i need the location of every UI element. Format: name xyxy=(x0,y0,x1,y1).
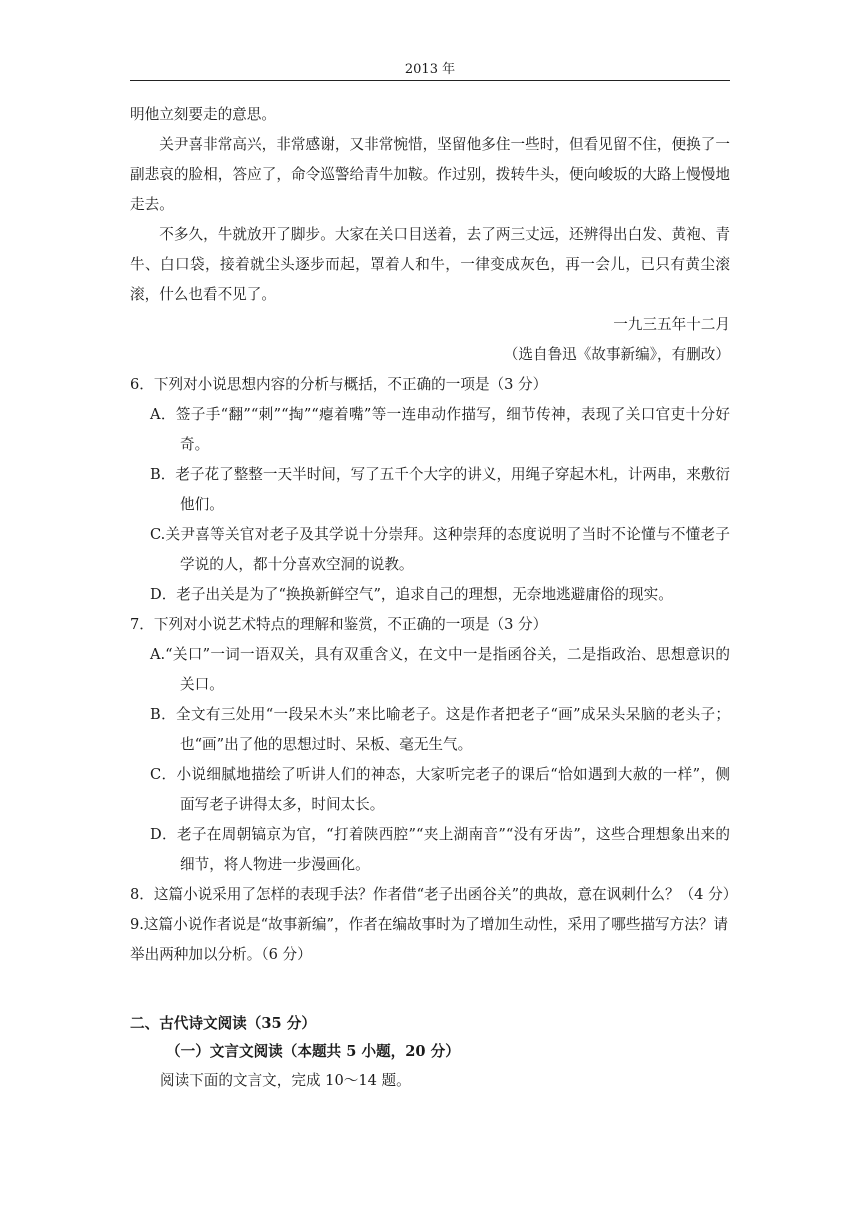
question-7-option-c: C．小说细腻地描绘了听讲人们的神态，大家听完老子的课后“恰如遇到大赦的一样”，侧面写老子讲得太多，时间太长。 xyxy=(150,766,730,813)
passage-paragraph: 明他立刻要走的意思。 xyxy=(130,106,276,123)
question-6-option-b: B．老子花了整整一天半时间，写了五千个大字的讲义，用绳子穿起木札，计两串，来敷衍他们。 xyxy=(150,466,730,513)
section-2-title: 二、古代诗文阅读（35 分） xyxy=(130,1015,316,1032)
header-rule xyxy=(130,80,730,81)
question-6-option-d: D．老子出关是为了“换换新鲜空气”，追求自己的理想，无奈地逃避庸俗的现实。 xyxy=(150,586,673,603)
section-gap xyxy=(130,970,730,1010)
question-6-option-a: A．签子手“翻”“刺”“掏”“瘪着嘴”等一连串动作描写，细节传神，表现了关口官吏十分好奇。 xyxy=(150,406,730,453)
question-8: 8．这篇小说采用了怎样的表现手法？作者借“老子出函谷关”的典故，意在讽刺什么？（4 分） xyxy=(130,886,738,903)
page-content xyxy=(130,100,738,1096)
section-2-subtitle: （一）文言文阅读（本题共 5 小题，20 分） xyxy=(166,1043,460,1060)
section-2-instruction: 阅读下面的文言文，完成 10～14 题。 xyxy=(160,1072,411,1089)
page-header-year: 2013 年 xyxy=(404,62,456,77)
question-7-option-b: B．全文有三处用“一段呆木头”来比喻老子。这是作者把老子“画”成呆头呆脑的老头子；也“画”出了他的思想过时、呆板、毫无生气。 xyxy=(150,706,730,753)
question-9: 9.这篇小说作者说是“故事新编”，作者在编故事时为了增加生动性，采用了哪些描写方法？请举出两种加以分析。（6 分） xyxy=(130,916,729,963)
date-line: 一九三五年十二月 xyxy=(613,316,730,333)
question-7-stem: 7．下列对小说艺术特点的理解和鉴赏，不正确的一项是（3 分） xyxy=(130,616,548,633)
question-6-option-c: C.关尹喜等关官对老子及其学说十分崇拜。这种崇拜的态度说明了当时不论懂与不懂老子学说的人，都十分喜欢空洞的说教。 xyxy=(150,526,730,573)
passage-paragraph: 不多久，牛就放开了脚步。大家在关口目送着，去了两三丈远，还辨得出白发、黄袍、青牛、白口袋，接着就尘头逐步而起，罩着人和牛，一律变成灰色，再一会儿，已只有黄尘滚滚，什么也看不见了。 xyxy=(130,226,730,303)
question-7-option-a: A.“关口”一词一语双关，具有双重含义，在文中一是指函谷关，二是指政治、思想意识的关口。 xyxy=(150,646,730,693)
passage-paragraph: 关尹喜非常高兴，非常感谢，又非常惋惜，坚留他多住一些时，但看见留不住，便换了一副悲哀的脸相，答应了，命令巡警给青牛加鞍。作过别，拨转牛头，便向峻坂的大路上慢慢地走去。 xyxy=(130,136,730,213)
source-line: （选自鲁迅《故事新编》，有删改） xyxy=(503,346,730,363)
question-6-stem: 6．下列对小说思想内容的分析与概括，不正确的一项是（3 分） xyxy=(130,376,548,393)
question-7-option-d: D．老子在周朝镐京为官，“打着陕西腔”“夹上湖南音”“没有牙齿”，这些合理想象出来的细节，将人物进一步漫画化。 xyxy=(150,826,730,873)
